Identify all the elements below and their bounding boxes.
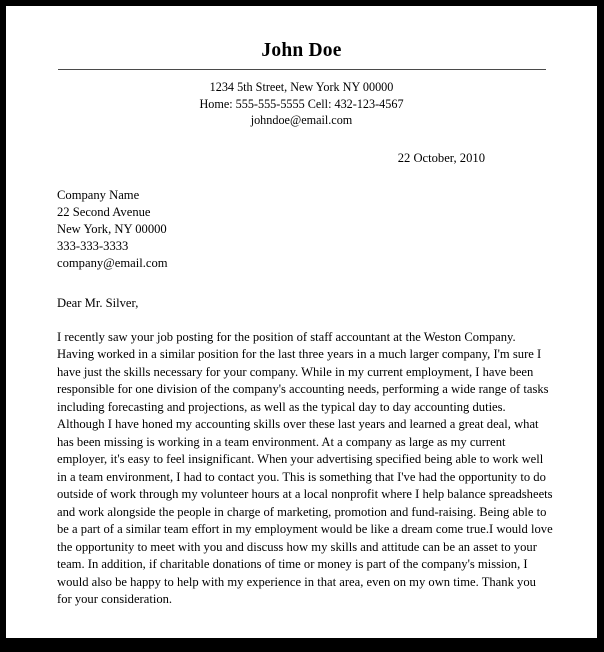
sender-email-line: johndoe@email.com [250,113,353,127]
letter-body [6,150,597,652]
letter-date: 22 October, 2010 [397,150,485,165]
body-paragraph: I recently saw your job posting for the position of staff accountant at the Weston Company. Having worked in a similar position for the last three years in a much larger company, I'm sure I have just the skills necessary for your company. While in my current employment, I have been responsible for one division of the company's accounting needs, performing a wide range of tasks including forecasting and projections, as well as the typical day to day accounting duties. Although I have honed my accounting skills over these last years and learned a great deal, what has been missing is working in a team environment. At a company as large as my current employer, it's easy to feel insignificant. When your advertising specified being able to work well in a team environment, I had to contact you. This is something that I've had the opportunity to do outside of work through my volunteer hours at a local nonprofit where I help balance spreadsheets and work alongside the people in charge of marketing, promotion and fund-raising. Being able to be a part of a similar team effort in my employment would be like a dream come true.I would love the opportunity to meet with you and discuss how my skills and attitude can be an asset to your team. In addition, if charitable donations of time or money is part of the company's mission, I would also be happy to help with my experience in that area, even on my own time. Thank you for your consideration. [57,329,553,607]
recipient-city-state-zip: New York, NY 00000 [57,221,167,236]
letter-page [6,6,597,650]
letterhead-divider [58,69,546,70]
sender-name-heading: John Doe [261,40,342,61]
recipient-email: company@email.com [57,256,168,271]
recipient-address-block [57,187,553,273]
signature-name: John Doe [57,635,105,650]
letterhead [6,6,597,129]
sender-phone-line: Home: 555-555-5555 Cell: 432-123-4567 [199,96,404,111]
sender-contact-block [6,79,597,129]
salutation: Dear Mr. Silver, [57,295,139,310]
recipient-street: 22 Second Avenue [57,204,151,219]
recipient-phone: 333-333-3333 [57,239,129,254]
recipient-company-name: Company Name [57,187,140,202]
sender-address-line: 1234 5th Street, New York NY 00000 [209,80,394,94]
